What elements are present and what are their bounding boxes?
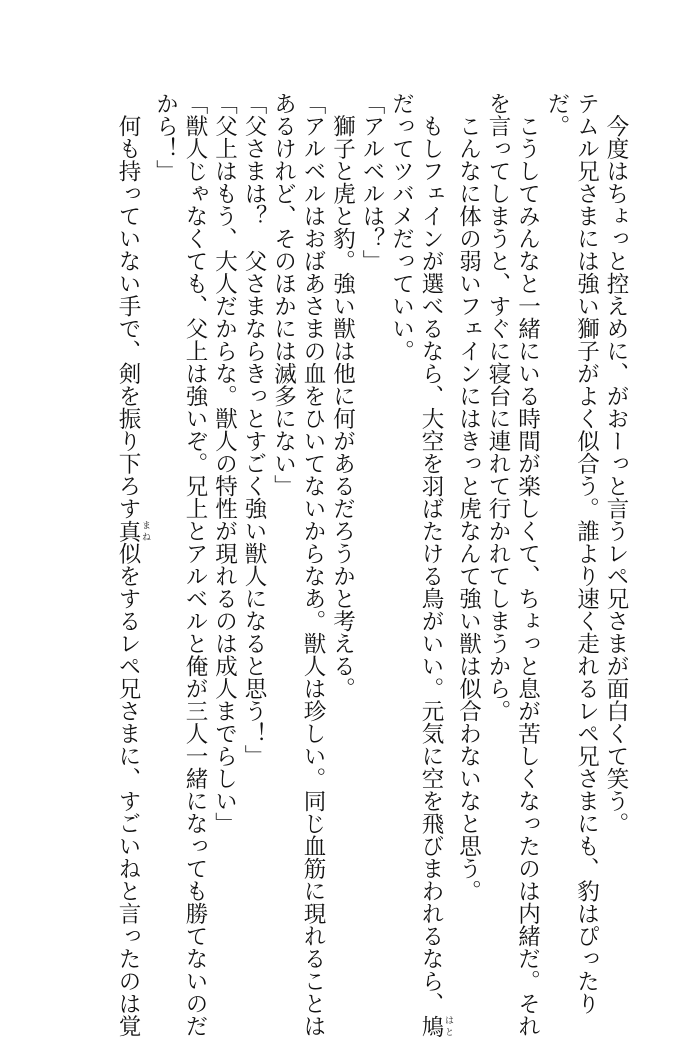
text-line-4: こうしてみんなと一緒にいる時間が楽しくて、ちょっと息が苦しくなったのは内緒だ。それ — [512, 92, 542, 972]
ruby-mane — [115, 520, 141, 543]
text-line-16: から！」 — [150, 92, 180, 972]
text-line-6: こんなに体の弱いフェインにはきっと虎なんて強い獣は似合わないなと思う。 — [453, 92, 483, 972]
ruby-mane-base: 真 — [115, 520, 141, 543]
text-line-7-main: もしフェインが選べるなら、大空を羽ばたける鳥がいい。元気に空を飛びまわれるなら、 — [418, 92, 444, 1015]
text-line-13: 「父さまは？ 父さまならきっとすごく強い獣人になると思う！」 — [239, 92, 269, 972]
text-line-3: だ。 — [542, 92, 572, 972]
ruby-hato — [418, 1015, 444, 1037]
ruby-hato-reading: はと — [443, 1015, 453, 1037]
text-line-9: 「アルベルは？」 — [357, 92, 387, 972]
text-line-14: 「父上はもう、大人だからな。獣人の特性が現れるのは成人までらしい」 — [209, 92, 239, 972]
text-line-1: 今度はちょっと控えめに、がおーっと言うレペ兄さまが面白くて笑う。 — [601, 92, 631, 972]
ruby-hato-base: 鳩 — [418, 1015, 444, 1037]
text-line-8: だってツバメだっていい。 — [386, 92, 416, 972]
text-line-2: テムル兄さまには強い獅子がよく似合う。誰より速く走れるレペ兄さまにも、豹はぴったり — [571, 92, 601, 972]
vertical-text-body — [113, 92, 631, 972]
text-line-15: 「獣人じゃなくても、父上は強いぞ。兄上とアルベルと俺が三人一緒になっても勝てないのだ — [180, 92, 210, 972]
text-line-17-start: 何も持っていない手で、剣を振り下ろす — [115, 92, 141, 520]
text-line-11: 「アルベルはおばあさまの血をひいてないからなあ。獣人は珍しい。同じ血筋に現れることは — [298, 92, 328, 972]
text-line-10: 獅子と虎と豹。強い獣は他に何があるだろうかと考える。 — [327, 92, 357, 972]
text-line-17-end: 似をするレペ兄さまに、すごいねと言ったのは覚 — [115, 542, 141, 1037]
text-line-5: を言ってしまうと、すぐに寝台に連れて行かれてしまうから。 — [483, 92, 513, 972]
text-line-17 — [113, 92, 151, 972]
ruby-mane-reading: まね — [140, 520, 150, 543]
text-line-12: あるけれど、そのほかには滅多にない」 — [268, 92, 298, 972]
text-line-7 — [416, 92, 454, 972]
